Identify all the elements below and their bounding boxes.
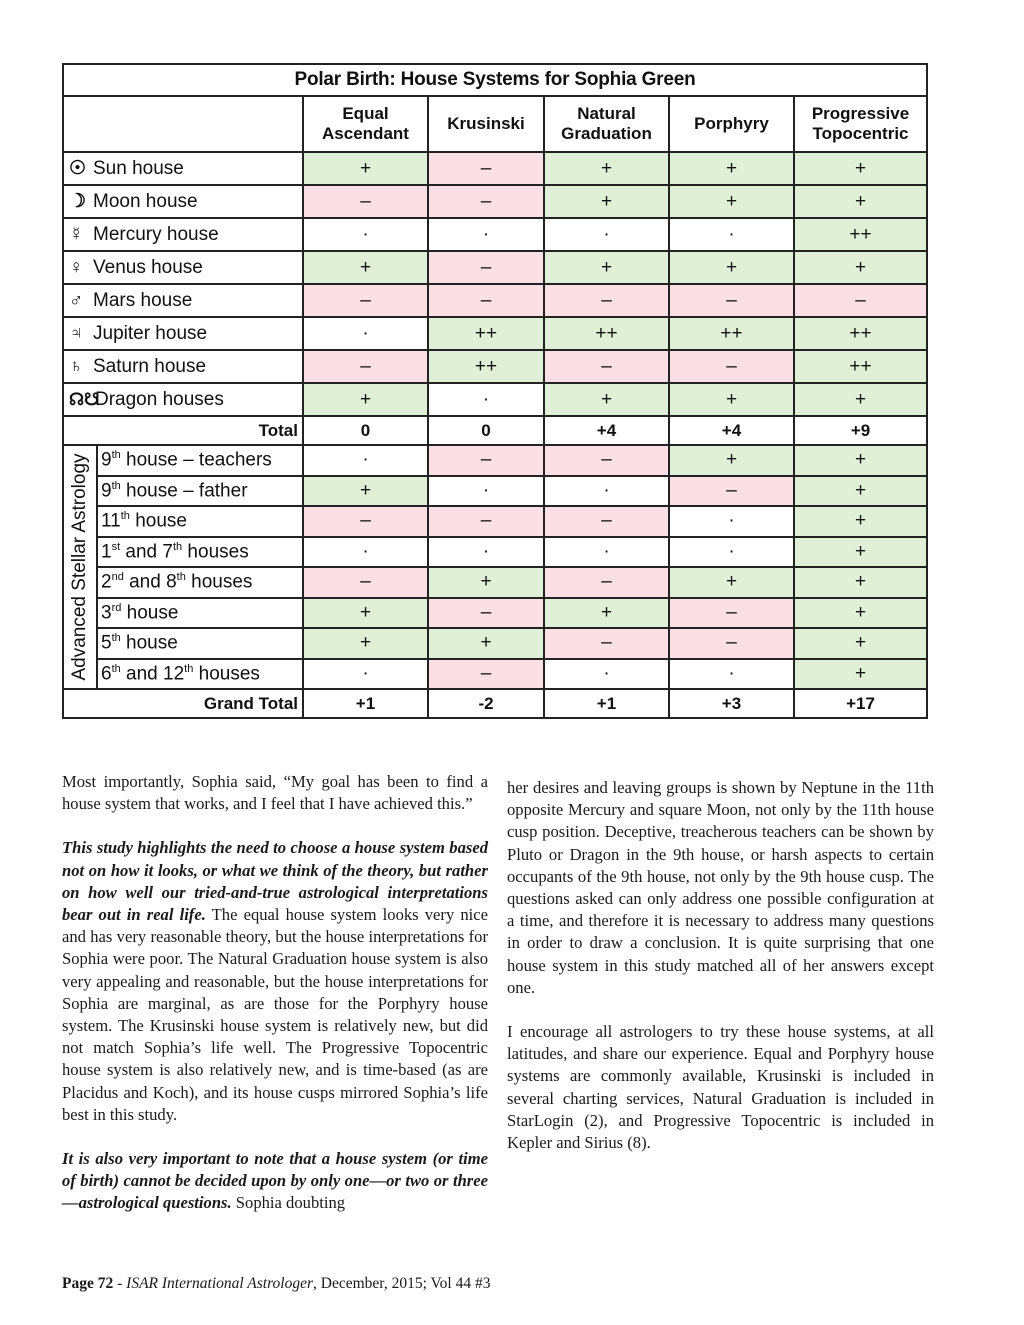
advanced-side-label: Advanced Stellar Astrology <box>69 453 90 681</box>
rating-cell: ++ <box>669 317 794 350</box>
rating-cell: – <box>544 445 669 476</box>
row-label-cell <box>63 218 303 251</box>
label-text: house – father <box>120 479 248 501</box>
rating-cell: – <box>428 659 544 690</box>
house-systems-table <box>62 63 928 719</box>
label-ordinal-2: th <box>172 540 183 553</box>
rating-cell: – <box>428 284 544 317</box>
rating-cell: + <box>669 445 794 476</box>
row-label-cell <box>97 476 303 507</box>
planet-symbol-icon: ♃ <box>69 322 84 344</box>
row-label-cell <box>63 251 303 284</box>
rating-cell: · <box>303 317 428 350</box>
column-header-line1: Equal <box>342 104 389 123</box>
label-ordinal: th <box>111 479 121 492</box>
left-paragraph-2-body: The equal house system looks very nice and has very reasonable theory, but the house interpretations for Sophia were poor. The Natural Graduation house system is also very appealing and reasonable, but the house interpretations for Sophia are marginal, as are those for the Porphyry house system. The Krusinski house system is relatively new, but did not match Sophia’s life well. The Progressive Topocentric house system is also relatively new, and is time-based (as are Placidus and Koch), and its house cusps mirrored Sophia’s life best in this study. <box>62 905 488 1124</box>
label-text: house <box>129 510 187 532</box>
rating-cell: – <box>669 628 794 659</box>
rating-cell: – <box>544 506 669 537</box>
rating-cell: · <box>303 445 428 476</box>
label-number: 2 <box>101 571 112 593</box>
planet-symbol-icon: ☽ <box>69 191 87 212</box>
column-header <box>303 96 428 152</box>
rating-cell: + <box>303 598 428 629</box>
row-label: Sun house <box>93 158 184 179</box>
publication-details: , December, 2015; Vol 44 #3 <box>313 1275 491 1292</box>
column-header-line1: Krusinski <box>447 114 525 133</box>
rating-cell: – <box>303 567 428 598</box>
rating-cell: + <box>794 152 927 185</box>
label-ordinal: th <box>111 632 121 645</box>
rating-cell: – <box>303 506 428 537</box>
rating-cell: · <box>303 218 428 251</box>
rating-cell: · <box>544 476 669 507</box>
row-label: Dragon houses <box>95 388 224 410</box>
rating-cell: + <box>794 537 927 568</box>
table-row <box>63 218 927 251</box>
row-label: Moon house <box>93 191 198 212</box>
planet-symbol-icon: ☿ <box>69 223 84 245</box>
rating-cell: ++ <box>794 218 927 251</box>
rating-cell: ++ <box>428 317 544 350</box>
left-paragraph-3-body: Sophia doubting <box>231 1193 346 1213</box>
page-number: Page 72 <box>62 1275 114 1292</box>
total-cell: +9 <box>794 416 927 445</box>
table-row <box>63 152 927 185</box>
total-cell: +1 <box>544 689 669 718</box>
column-header <box>669 96 794 152</box>
label-ordinal: th <box>111 449 121 462</box>
label-number: 6 <box>101 662 112 684</box>
grand-total-label: Grand Total <box>63 689 303 718</box>
rating-cell: – <box>303 350 428 383</box>
column-header <box>544 96 669 152</box>
rating-cell: + <box>669 152 794 185</box>
rating-cell: · <box>303 537 428 568</box>
rating-cell: – <box>428 152 544 185</box>
row-label: Jupiter house <box>93 322 208 344</box>
table-row <box>63 567 927 598</box>
rating-cell: + <box>303 476 428 507</box>
total-cell: +3 <box>669 689 794 718</box>
label-ordinal: rd <box>111 601 122 614</box>
label-text: and 8 <box>123 571 177 593</box>
row-label-cell <box>97 598 303 629</box>
label-text-2: houses <box>185 571 253 593</box>
planet-symbol-icon: ♀ <box>69 256 84 278</box>
right-paragraph-2: I encourage all astrologers to try these house systems, at all latitudes, and share our experience. Equal and Porphyry house systems are commonly available, Krusinski is included in several charting services, Natural Graduation is included in StarLogin (2), and Progressive Topocentric is included in Kepler and Sirius (8). <box>507 1022 934 1153</box>
rating-cell: · <box>428 218 544 251</box>
label-number: 5 <box>101 632 112 654</box>
label-text: house – teachers <box>120 449 272 471</box>
row-label-cell <box>63 350 303 383</box>
row-label-cell <box>63 185 303 218</box>
right-paragraph-1: her desires and leaving groups is shown by Neptune in the 11th opposite Mercury and square Moon, not only by the 11th house cusp position. Deceptive, treacherous teachers can be shown by Pluto or Dragon in the 9th house, or harsh aspects to certain occupants of the 9th house, not only by the 9th house cusp. The questions asked can only address one possible configuration at a time, and therefore it is necessary to address many questions in order to draw a conclusion. It is quite surprising that one house system in this study matched all of her answers except one. <box>507 778 934 997</box>
label-ordinal-2: th <box>176 571 186 584</box>
rating-cell: + <box>669 383 794 416</box>
table-row <box>63 476 927 507</box>
label-text: house <box>121 601 179 623</box>
rating-cell: – <box>544 628 669 659</box>
label-ordinal: th <box>120 510 130 523</box>
column-header <box>794 96 927 152</box>
rating-cell: + <box>794 251 927 284</box>
label-number: 9 <box>101 479 112 501</box>
rating-cell: + <box>794 476 927 507</box>
left-paragraph-3 <box>62 1148 488 1215</box>
total-cell: +1 <box>303 689 428 718</box>
table-row <box>63 350 927 383</box>
total-cell: 0 <box>303 416 428 445</box>
label-number: 11 <box>101 510 121 532</box>
rating-cell: · <box>544 218 669 251</box>
total-label: Total <box>63 416 303 445</box>
label-ordinal: nd <box>111 571 124 584</box>
rating-cell: – <box>669 284 794 317</box>
rating-cell: + <box>794 445 927 476</box>
planet-symbol-icon: ☊☋ <box>69 389 100 409</box>
left-paragraph-1: Most importantly, Sophia said, “My goal has been to find a house system that works, and I feel that I have achieved this.” <box>62 772 488 814</box>
rating-cell: – <box>669 350 794 383</box>
rating-cell: – <box>544 567 669 598</box>
rating-cell: ++ <box>544 317 669 350</box>
right-text-column <box>507 777 934 1176</box>
table-row <box>63 659 927 690</box>
row-label-cell <box>97 537 303 568</box>
total-row <box>63 416 927 445</box>
label-text-2: houses <box>193 662 260 684</box>
rating-cell: + <box>794 628 927 659</box>
table-row <box>63 383 927 416</box>
rating-cell: + <box>669 251 794 284</box>
rating-cell: + <box>544 185 669 218</box>
left-paragraph-2-emphasis: This study highlights the need to choose a house system based not on how it looks, or what we think of the theory, but rather on how well our tried-and-true astrological interpretations bear out in real life. <box>62 838 488 925</box>
label-text: and 7 <box>120 540 173 562</box>
footer-separator: - <box>113 1275 127 1292</box>
left-paragraph-3-emphasis: It is also very important to note that a house system (or time of birth) cannot be decided upon by only one—or two or three—astrological questions. <box>62 1149 488 1213</box>
rating-cell: + <box>669 185 794 218</box>
planet-symbol-icon: ☉ <box>69 158 87 179</box>
rating-cell: – <box>428 185 544 218</box>
rating-cell: · <box>303 659 428 690</box>
table-row <box>63 185 927 218</box>
rating-cell: – <box>669 598 794 629</box>
column-header-line2: Topocentric <box>812 124 909 143</box>
rating-cell: – <box>428 506 544 537</box>
label-ordinal: st <box>111 540 121 553</box>
row-label: Saturn house <box>93 355 207 377</box>
total-cell: +4 <box>544 416 669 445</box>
row-label-cell <box>97 506 303 537</box>
label-text: and 12 <box>120 662 185 684</box>
rating-cell: – <box>544 284 669 317</box>
rating-cell: – <box>428 251 544 284</box>
rating-cell: · <box>428 476 544 507</box>
rating-cell: · <box>544 659 669 690</box>
rating-cell: + <box>544 251 669 284</box>
row-label-cell <box>97 567 303 598</box>
left-paragraph-2 <box>62 837 488 1126</box>
table-row <box>63 506 927 537</box>
rating-cell: + <box>303 152 428 185</box>
rating-cell: · <box>428 383 544 416</box>
row-label: Mercury house <box>93 223 219 245</box>
rating-cell: + <box>303 628 428 659</box>
rating-cell: · <box>669 659 794 690</box>
column-header-line2: Graduation <box>561 124 652 143</box>
label-text-2: houses <box>182 540 249 562</box>
row-label: Venus house <box>93 256 203 278</box>
total-cell: +4 <box>669 416 794 445</box>
label-number: 1 <box>101 540 112 562</box>
rating-cell: · <box>428 537 544 568</box>
table-row <box>63 628 927 659</box>
column-header-line1: Porphyry <box>694 114 769 133</box>
rating-cell: + <box>794 383 927 416</box>
publication-name: ISAR International Astrologer <box>126 1275 314 1292</box>
table-row <box>63 284 927 317</box>
label-ordinal-2: th <box>184 662 194 675</box>
rating-cell: – <box>303 284 428 317</box>
rating-cell: – <box>669 476 794 507</box>
row-label: Mars house <box>93 289 193 311</box>
rating-cell: + <box>794 567 927 598</box>
column-header-line2: Ascendant <box>322 124 409 143</box>
column-header-line1: Progressive <box>811 104 910 123</box>
rating-cell: ++ <box>794 317 927 350</box>
row-label-cell <box>63 284 303 317</box>
left-text-column <box>62 771 488 1237</box>
rating-cell: · <box>669 506 794 537</box>
row-label-cell <box>63 383 303 416</box>
row-label-cell <box>97 628 303 659</box>
label-number: 9 <box>101 449 112 471</box>
row-label-cell <box>97 445 303 476</box>
rating-cell: – <box>428 445 544 476</box>
rating-cell: · <box>544 537 669 568</box>
rating-cell: + <box>544 152 669 185</box>
table-row <box>63 537 927 568</box>
label-number: 3 <box>101 601 112 623</box>
rating-cell: + <box>303 251 428 284</box>
total-cell: 0 <box>428 416 544 445</box>
planet-symbol-icon: ♄ <box>69 355 84 377</box>
rating-cell: + <box>428 628 544 659</box>
grand-total-row <box>63 689 927 718</box>
page-footer <box>62 1275 490 1293</box>
rating-cell: + <box>794 506 927 537</box>
row-label-cell <box>97 659 303 690</box>
rating-cell: – <box>428 598 544 629</box>
rating-cell: – <box>303 185 428 218</box>
advanced-side-cell <box>63 445 97 689</box>
column-header <box>428 96 544 152</box>
row-label-cell <box>63 152 303 185</box>
total-cell: -2 <box>428 689 544 718</box>
rating-cell: + <box>794 598 927 629</box>
row-label-cell <box>63 317 303 350</box>
table-row <box>63 598 927 629</box>
rating-cell: ++ <box>794 350 927 383</box>
label-ordinal: th <box>111 662 121 675</box>
rating-cell: + <box>669 567 794 598</box>
planet-symbol-icon: ♂ <box>69 289 84 311</box>
header-blank <box>63 96 303 152</box>
rating-cell: – <box>794 284 927 317</box>
rating-cell: – <box>544 350 669 383</box>
rating-cell: · <box>669 218 794 251</box>
rating-cell: ++ <box>428 350 544 383</box>
table-title: Polar Birth: House Systems for Sophia Green <box>63 64 927 96</box>
total-cell: +17 <box>794 689 927 718</box>
rating-cell: + <box>794 659 927 690</box>
table-row <box>63 445 927 476</box>
column-header-line1: Natural <box>577 104 636 123</box>
rating-cell: + <box>303 383 428 416</box>
rating-cell: + <box>544 383 669 416</box>
rating-cell: + <box>428 567 544 598</box>
table-row <box>63 317 927 350</box>
table-row <box>63 251 927 284</box>
label-text: house <box>120 632 178 654</box>
rating-cell: · <box>669 537 794 568</box>
rating-cell: + <box>544 598 669 629</box>
rating-cell: + <box>794 185 927 218</box>
